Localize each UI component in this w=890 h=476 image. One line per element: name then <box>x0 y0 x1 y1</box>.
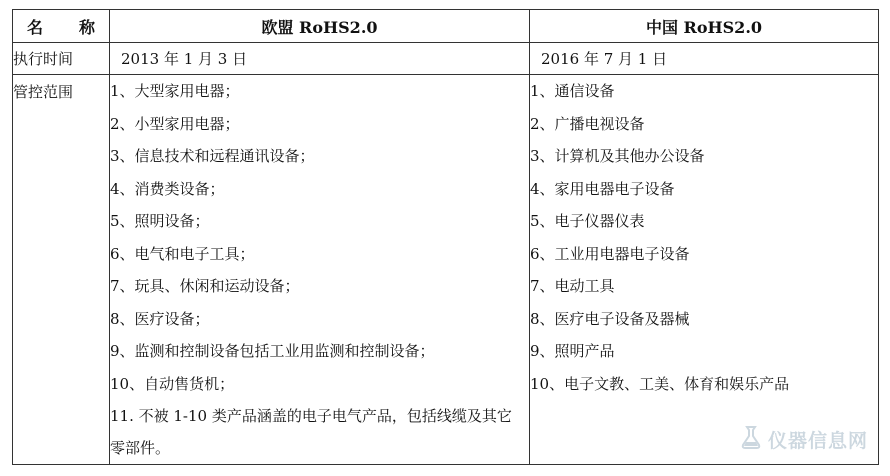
list-item: 10、自动售货机； <box>110 374 235 393</box>
list-item: 9、监测和控制设备包括工业用监测和控制设备； <box>110 342 435 360</box>
instrument-logo-icon <box>738 424 764 454</box>
list-item: 5、照明设备； <box>110 212 210 230</box>
list-item: 9、照明产品 <box>530 342 615 360</box>
list-item: 7、玩具、休闲和运动设备； <box>110 277 300 295</box>
scope-eu-list <box>110 75 530 465</box>
list-item: 1、通信设备 <box>530 82 615 100</box>
scope-label: 管控范围 <box>13 75 110 465</box>
exec-time-label: 执行时间 <box>13 43 110 75</box>
scope-cn-list <box>530 75 879 465</box>
list-item: 3、信息技术和远程通讯设备； <box>110 147 315 165</box>
exec-time-cn: 2016 年 7 月 1 日 <box>530 43 879 75</box>
list-item: 8、医疗电子设备及器械 <box>530 309 690 328</box>
exec-time-row <box>13 43 879 75</box>
list-item: 2、小型家用电器； <box>110 114 240 133</box>
watermark <box>738 424 868 454</box>
scope-row <box>13 75 879 465</box>
list-item: 11. 不被 1-10 类产品涵盖的电子电气产品，包括线缆及其它零部件。 <box>110 407 512 457</box>
header-eu-rohs: 欧盟 RoHS2.0 <box>110 10 530 43</box>
list-item: 3、计算机及其他办公设备 <box>530 147 705 165</box>
list-item: 5、电子仪器仪表 <box>530 212 645 230</box>
list-item: 7、电动工具 <box>530 277 615 295</box>
list-item: 1、大型家用电器； <box>110 82 240 100</box>
list-item: 4、家用电器电子设备 <box>530 179 675 198</box>
watermark-text: 仪器信息网 <box>767 429 868 452</box>
rohs-comparison-table <box>12 9 879 465</box>
exec-time-eu: 2013 年 1 月 3 日 <box>110 43 530 75</box>
header-name <box>13 10 110 43</box>
list-item: 10、电子文教、工美、体育和娱乐产品 <box>530 374 790 393</box>
header-cn-rohs: 中国 RoHS2.0 <box>530 10 879 43</box>
header-name-char-2: 称 <box>79 17 96 37</box>
list-item: 4、消费类设备； <box>110 179 225 198</box>
list-item: 2、广播电视设备 <box>530 114 645 133</box>
list-item: 6、电气和电子工具； <box>110 244 255 263</box>
header-name-char-1: 名 <box>26 17 43 37</box>
list-item: 6、工业用电器电子设备 <box>530 244 690 263</box>
header-row <box>13 10 879 43</box>
list-item: 8、医疗设备； <box>110 309 210 328</box>
